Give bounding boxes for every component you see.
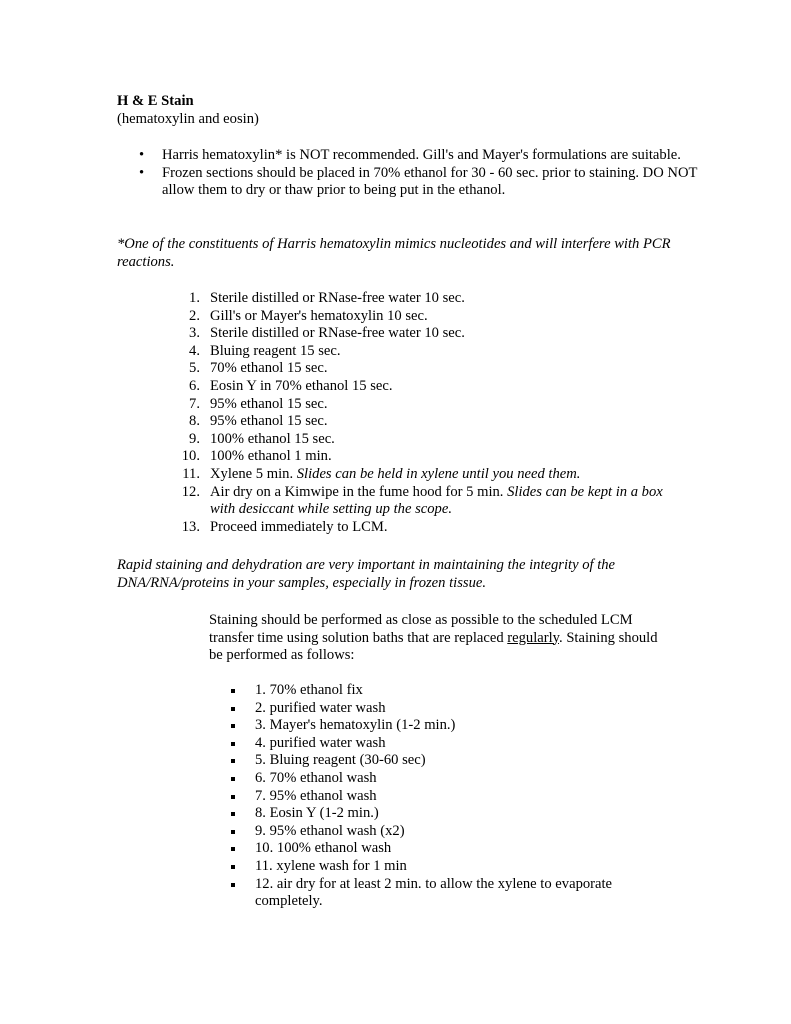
step-item bbox=[160, 378, 680, 396]
list-item-text: 8. Eosin Y (1-2 min.) bbox=[255, 805, 379, 822]
square-bullet-icon bbox=[231, 883, 235, 887]
document-subtitle: (hematoxylin and eosin) bbox=[117, 111, 259, 127]
square-bullet-icon bbox=[231, 795, 235, 799]
square-bullet-icon bbox=[231, 812, 235, 816]
list-item-text: Harris hematoxylin* is NOT recommended. Gill's and Mayer's formulations are suitable. bbox=[162, 147, 681, 163]
list-item bbox=[229, 858, 669, 876]
list-item bbox=[229, 805, 669, 823]
list-item-text: 5. Bluing reagent (30-60 sec) bbox=[255, 752, 426, 769]
list-item bbox=[229, 752, 669, 770]
step-number: 10. bbox=[181, 448, 200, 465]
step-number: 2. bbox=[189, 307, 200, 324]
document-title: H & E Stain bbox=[117, 93, 194, 109]
staining-steps-list bbox=[160, 290, 680, 536]
list-item bbox=[229, 700, 669, 718]
step-item bbox=[160, 308, 680, 326]
list-item bbox=[229, 770, 669, 788]
square-bullet-icon bbox=[231, 830, 235, 834]
protocol-list bbox=[229, 682, 669, 911]
square-bullet-icon bbox=[231, 759, 235, 763]
list-item bbox=[139, 165, 699, 200]
step-item bbox=[160, 484, 680, 519]
square-bullet-icon bbox=[231, 742, 235, 746]
step-number: 9. bbox=[189, 430, 200, 447]
list-item bbox=[229, 823, 669, 841]
staining-paragraph bbox=[209, 612, 659, 665]
list-item-text: 11. xylene wash for 1 min bbox=[255, 857, 407, 874]
list-item-text: 12. air dry for at least 2 min. to allow the xylene to evaporate completely. bbox=[255, 875, 613, 910]
list-item-text: 1. 70% ethanol fix bbox=[255, 682, 363, 698]
step-text: Proceed immediately to LCM. bbox=[210, 518, 388, 535]
step-note: Slides can be held in xylene until you need them. bbox=[296, 465, 581, 482]
harris-note: *One of the constituents of Harris hematoxylin mimics nucleotides and will interfere with PCR reactions. bbox=[117, 236, 671, 270]
step-text: 70% ethanol 15 sec. bbox=[210, 360, 328, 377]
step-text: Gill's or Mayer's hematoxylin 10 sec. bbox=[210, 307, 428, 324]
list-item-text: 6. 70% ethanol wash bbox=[255, 769, 377, 786]
step-number: 11. bbox=[182, 465, 200, 482]
square-bullet-icon bbox=[231, 847, 235, 851]
step-number: 6. bbox=[189, 377, 200, 394]
list-item-text: 4. purified water wash bbox=[255, 734, 386, 751]
step-item bbox=[160, 325, 680, 343]
step-item bbox=[160, 519, 680, 537]
list-item bbox=[229, 735, 669, 753]
step-number: 13. bbox=[181, 518, 200, 535]
step-number: 5. bbox=[189, 360, 200, 377]
step-text: Bluing reagent 15 sec. bbox=[210, 342, 341, 359]
list-item bbox=[229, 717, 669, 735]
bullet-icon: • bbox=[139, 164, 145, 181]
bullet-icon: • bbox=[139, 147, 145, 163]
step-text: 100% ethanol 15 sec. bbox=[210, 430, 335, 447]
step-item bbox=[160, 396, 680, 414]
paragraph-text: Staining should be performed as close as possible to the scheduled LCM transfer time using solution baths that are replaced bbox=[209, 612, 633, 646]
step-number: 7. bbox=[189, 395, 200, 412]
step-note: Slides can be kept in a box with desiccant while setting up the scope. bbox=[210, 483, 663, 518]
square-bullet-icon bbox=[231, 689, 235, 693]
square-bullet-icon bbox=[231, 724, 235, 728]
step-number: 4. bbox=[189, 342, 200, 359]
list-item-text: Frozen sections should be placed in 70% ethanol for 30 - 60 sec. prior to staining. DO NOT allow them to dry or thaw prior to being put in the ethanol. bbox=[162, 164, 698, 199]
step-item bbox=[160, 360, 680, 378]
step-text: 95% ethanol 15 sec. bbox=[210, 413, 328, 430]
step-item bbox=[160, 413, 680, 431]
list-item bbox=[229, 788, 669, 806]
step-text: Sterile distilled or RNase-free water 10 sec. bbox=[210, 290, 465, 306]
list-item-text: 3. Mayer's hematoxylin (1-2 min.) bbox=[255, 717, 456, 734]
square-bullet-icon bbox=[231, 777, 235, 781]
list-item-text: 2. purified water wash bbox=[255, 699, 386, 716]
rapid-staining-note: Rapid staining and dehydration are very important in maintaining the integrity of the DNA/RNA/proteins in your samples, especially in frozen tissue. bbox=[117, 557, 616, 591]
step-text: 95% ethanol 15 sec. bbox=[210, 395, 328, 412]
step-number: 3. bbox=[189, 325, 200, 342]
step-number: 12. bbox=[181, 483, 200, 500]
list-item bbox=[229, 682, 669, 700]
square-bullet-icon bbox=[231, 865, 235, 869]
list-item bbox=[139, 147, 699, 165]
square-bullet-icon bbox=[231, 707, 235, 711]
step-text: 100% ethanol 1 min. bbox=[210, 448, 332, 465]
step-item bbox=[160, 343, 680, 361]
step-number: 8. bbox=[189, 413, 200, 430]
list-item-text: 9. 95% ethanol wash (x2) bbox=[255, 822, 405, 839]
paragraph-underlined-text: regularly bbox=[507, 629, 560, 646]
step-text: Air dry on a Kimwipe in the fume hood for 5 min. bbox=[210, 483, 508, 500]
step-text: Xylene 5 min. bbox=[210, 465, 297, 482]
recommendation-list bbox=[139, 147, 699, 200]
list-item-text: 7. 95% ethanol wash bbox=[255, 787, 377, 804]
step-item bbox=[160, 448, 680, 466]
step-number: 1. bbox=[189, 290, 200, 306]
paragraph-text-end: . Staining should be performed as follows: bbox=[209, 629, 658, 664]
list-item-text: 10. 100% ethanol wash bbox=[255, 840, 392, 857]
step-text: Sterile distilled or RNase-free water 10 sec. bbox=[210, 325, 465, 342]
step-item bbox=[160, 466, 680, 484]
list-item bbox=[229, 876, 669, 911]
step-item bbox=[160, 290, 680, 308]
list-item bbox=[229, 840, 669, 858]
step-item bbox=[160, 431, 680, 449]
step-text: Eosin Y in 70% ethanol 15 sec. bbox=[210, 377, 393, 394]
